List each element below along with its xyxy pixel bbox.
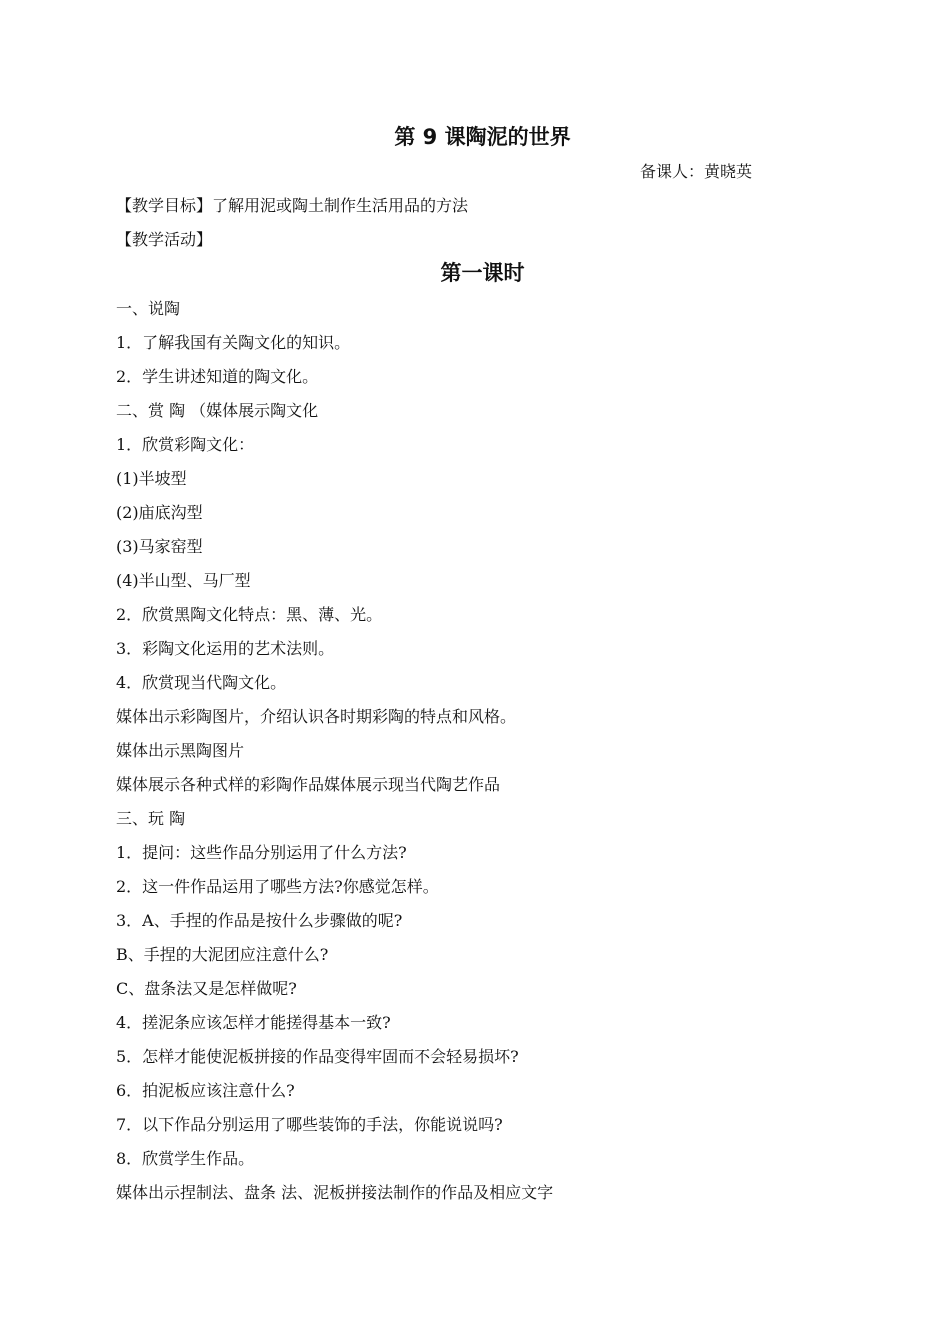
- text-line: 4．搓泥条应该怎样才能搓得基本一致?: [116, 1013, 391, 1032]
- text-line: (1)半坡型: [116, 469, 187, 488]
- text-line: C、盘条法又是怎样做呢?: [116, 979, 297, 998]
- document-title: 第 9 课陶泥的世界: [394, 125, 571, 149]
- text-line: 4．欣赏现当代陶文化。: [116, 673, 287, 692]
- author-line: 备课人：黄晓英: [639, 162, 752, 181]
- text-line: 三、玩 陶: [116, 809, 186, 828]
- text-line: (3)马家窑型: [116, 537, 203, 556]
- section-heading: 第一课时: [440, 261, 525, 285]
- text-line: 7．以下作品分别运用了哪些装饰的手法，你能说说吗?: [116, 1115, 503, 1134]
- text-line: 3．彩陶文化运用的艺术法则。: [116, 639, 335, 658]
- text-line: 媒体出示彩陶图片，介绍认识各时期彩陶的特点和风格。: [116, 707, 517, 726]
- text-line: 1．了解我国有关陶文化的知识。: [116, 333, 351, 352]
- teaching-objective: 【教学目标】了解用泥或陶土制作生活用品的方法: [116, 196, 469, 215]
- text-line: 2．学生讲述知道的陶文化。: [116, 367, 319, 386]
- text-line: (2)庙底沟型: [116, 503, 203, 522]
- text-line: 二、赏 陶 （媒体展示陶文化: [116, 401, 319, 420]
- text-line: 一、说陶: [116, 299, 181, 318]
- text-line: 6．拍泥板应该注意什么?: [116, 1081, 295, 1100]
- text-line: 媒体展示各种式样的彩陶作品媒体展示现当代陶艺作品: [116, 775, 501, 794]
- text-line: 1．提问：这些作品分别运用了什么方法?: [116, 843, 407, 862]
- text-line: 2．这一件作品运用了哪些方法?你感觉怎样。: [116, 877, 439, 896]
- text-line: 媒体出示捏制法、盘条 法、泥板拼接法制作的作品及相应文字: [116, 1183, 554, 1202]
- text-line: 8．欣赏学生作品。: [116, 1149, 255, 1168]
- text-line: 媒体出示黑陶图片: [116, 741, 245, 760]
- text-line: B、手捏的大泥团应注意什么?: [116, 945, 329, 964]
- text-line: 3．A、手捏的作品是按什么步骤做的呢?: [116, 911, 403, 930]
- text-line: 1．欣赏彩陶文化：: [116, 435, 255, 454]
- text-line: 2．欣赏黑陶文化特点：黑、薄、光。: [116, 605, 383, 624]
- text-line: (4)半山型、马厂型: [116, 571, 251, 590]
- teaching-activities-label: 【教学活动】: [116, 230, 213, 249]
- text-line: 5．怎样才能使泥板拼接的作品变得牢固而不会轻易损坏?: [116, 1047, 519, 1066]
